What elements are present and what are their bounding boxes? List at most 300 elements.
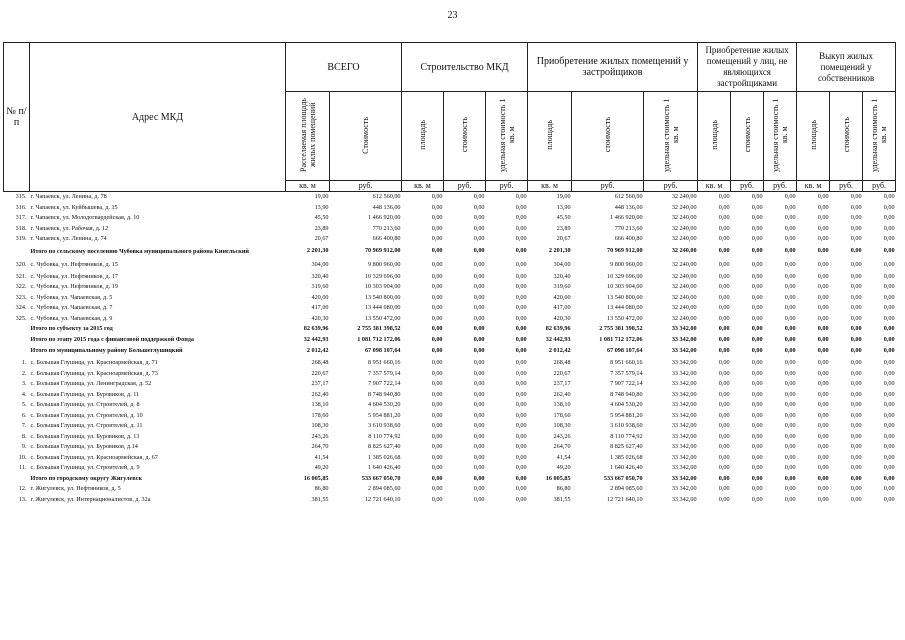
row-number xyxy=(4,245,30,259)
unit-rub: руб. xyxy=(764,181,797,192)
table-row xyxy=(4,453,896,464)
value-cell: 0,00 xyxy=(718,432,730,440)
value-cell: 0,00 xyxy=(718,214,730,221)
value-cell: 0,00 xyxy=(883,193,895,200)
value-cell: 0,00 xyxy=(718,314,730,322)
value-cell: 2 894 085,60 xyxy=(368,485,401,492)
row-number: 1. xyxy=(21,359,27,366)
value-cell: 0,00 xyxy=(883,293,895,301)
value-cell: 0,00 xyxy=(515,260,527,268)
value-cell: 0,00 xyxy=(431,422,443,429)
value-cell: 0,00 xyxy=(850,224,862,232)
group-buyout: Выкуп жилых помещений у собственников xyxy=(797,43,896,92)
unit-rub: руб. xyxy=(863,181,896,192)
value-cell: 0,00 xyxy=(515,359,527,366)
value-cell: 243,26 xyxy=(311,432,329,440)
address-cell: Итого по этапу 2015 года с финансовой поддержкой Фонда xyxy=(30,335,194,343)
value-cell: 220,67 xyxy=(311,369,329,377)
value-cell: 0,00 xyxy=(473,464,485,471)
value-cell: 262,40 xyxy=(311,390,329,398)
address-cell: г. Чапаевск, ул. Молодогвардейская, д. 10 xyxy=(30,214,140,221)
value-cell: 33 342,00 xyxy=(671,474,697,482)
value-cell: 0,00 xyxy=(850,347,862,355)
value-cell: 23,89 xyxy=(314,224,329,232)
row-number: 7. xyxy=(21,422,27,429)
value-cell: 13 444 080,00 xyxy=(364,304,401,311)
value-cell: 0,00 xyxy=(431,390,443,398)
value-cell: 0,00 xyxy=(718,347,730,355)
value-cell: 0,00 xyxy=(718,272,730,280)
address-cell: г. Жигулевск, ул. Нефтяников, д. 5 xyxy=(30,485,121,492)
value-cell: 0,00 xyxy=(784,401,796,408)
value-cell: 0,00 xyxy=(883,495,895,503)
value-cell: 420,00 xyxy=(553,293,571,301)
value-cell: 32 240,00 xyxy=(671,247,697,255)
value-cell: 0,00 xyxy=(515,224,527,232)
value-cell: 0,00 xyxy=(473,235,485,242)
value-cell: 0,00 xyxy=(817,203,829,211)
address-cell: г. Чапаевск, ул. Ленина, д. 78 xyxy=(30,193,107,200)
value-cell: 0,00 xyxy=(431,203,443,211)
value-cell: 33 342,00 xyxy=(671,453,697,461)
value-cell: 13 550 472,00 xyxy=(606,314,643,322)
value-cell: 0,00 xyxy=(883,359,895,366)
value-cell: 0,00 xyxy=(515,325,527,332)
value-cell: 0,00 xyxy=(784,369,796,377)
value-cell: 70 969 912,00 xyxy=(606,247,643,255)
value-cell: 0,00 xyxy=(817,260,829,268)
value-cell: 0,00 xyxy=(883,453,895,461)
value-cell: 0,00 xyxy=(883,224,895,232)
row-number xyxy=(4,324,30,335)
value-cell: 448 136,00 xyxy=(614,203,643,211)
row-number: 322. xyxy=(15,283,27,290)
value-cell: 0,00 xyxy=(784,390,796,398)
value-cell: 0,00 xyxy=(431,474,443,482)
value-cell: 8 748 940,80 xyxy=(368,390,401,398)
value-cell: 0,00 xyxy=(473,247,485,255)
value-cell: 23,89 xyxy=(556,224,571,232)
value-cell: 32 240,00 xyxy=(671,235,697,242)
value-cell: 0,00 xyxy=(850,214,862,221)
value-cell: 0,00 xyxy=(850,293,862,301)
value-cell: 13,90 xyxy=(556,203,571,211)
value-cell: 8 110 774,92 xyxy=(610,432,643,440)
value-cell: 0,00 xyxy=(751,347,763,355)
table-row xyxy=(4,203,896,214)
address-cell: с. Большая Глушица, ул. Буровиков, д.14 xyxy=(30,443,138,450)
value-cell: 0,00 xyxy=(515,390,527,398)
value-cell: 320,40 xyxy=(553,272,571,280)
row-number xyxy=(4,345,30,358)
col-unit-cost: удельная стоимость 1 кв. м xyxy=(764,92,797,181)
address-cell: Итого по сельскому поселению Чубовка муниципального района Кинельский xyxy=(30,247,249,255)
value-cell: 0,00 xyxy=(473,485,485,492)
address-cell: Итого по городскому округу Жигулевск xyxy=(30,474,143,482)
value-cell: 86,80 xyxy=(314,485,329,492)
value-cell: 0,00 xyxy=(883,272,895,280)
value-cell: 0,00 xyxy=(817,325,829,332)
value-cell: 67 098 107,64 xyxy=(606,347,643,355)
value-cell: 33 342,00 xyxy=(671,380,697,387)
value-cell: 32 240,00 xyxy=(671,283,697,290)
address-cell: с. Большая Глушица, ул. Красноармейская, д. 73 xyxy=(30,369,158,377)
value-cell: 262,40 xyxy=(553,390,571,398)
value-cell: 0,00 xyxy=(784,422,796,429)
value-cell: 49,20 xyxy=(556,464,571,471)
group-total: ВСЕГО xyxy=(286,43,402,92)
value-cell: 0,00 xyxy=(817,495,829,503)
value-cell: 0,00 xyxy=(784,464,796,471)
value-cell: 32 240,00 xyxy=(671,260,697,268)
value-cell: 268,48 xyxy=(311,359,329,366)
value-cell: 0,00 xyxy=(473,314,485,322)
value-cell: 0,00 xyxy=(473,304,485,311)
value-cell: 0,00 xyxy=(784,193,796,200)
value-cell: 0,00 xyxy=(817,235,829,242)
value-cell: 0,00 xyxy=(431,260,443,268)
value-cell: 0,00 xyxy=(515,235,527,242)
value-cell: 32 442,93 xyxy=(303,335,329,343)
value-cell: 0,00 xyxy=(431,335,443,343)
value-cell: 0,00 xyxy=(751,411,763,419)
summary-row xyxy=(4,335,896,346)
value-cell: 0,00 xyxy=(883,203,895,211)
value-cell: 3 610 938,60 xyxy=(368,422,401,429)
value-cell: 268,48 xyxy=(553,359,571,366)
table-row xyxy=(4,272,896,283)
value-cell: 304,00 xyxy=(553,260,571,268)
value-cell: 0,00 xyxy=(850,453,862,461)
value-cell: 0,00 xyxy=(515,369,527,377)
address-cell: с. Чубовка, ул. Чапаевская, д. 7 xyxy=(30,304,113,311)
row-number: 3. xyxy=(21,380,27,387)
value-cell: 0,00 xyxy=(515,380,527,387)
table-row xyxy=(4,303,896,314)
row-number: 13. xyxy=(18,495,27,503)
row-number: 4. xyxy=(21,390,27,398)
value-cell: 381,55 xyxy=(553,495,571,503)
value-cell: 13 540 800,00 xyxy=(606,293,643,301)
value-cell: 0,00 xyxy=(850,335,862,343)
value-cell: 0,00 xyxy=(515,203,527,211)
value-cell: 0,00 xyxy=(718,235,730,242)
address-cell: г. Чапаевск, ул. Рабочая, д. 12 xyxy=(30,224,109,232)
value-cell: 0,00 xyxy=(718,293,730,301)
value-cell: 0,00 xyxy=(784,485,796,492)
value-cell: 0,00 xyxy=(817,422,829,429)
value-cell: 10 329 696,00 xyxy=(606,272,643,280)
col-area: площадь xyxy=(402,92,444,181)
value-cell: 533 667 050,70 xyxy=(603,474,643,482)
table-row xyxy=(4,411,896,422)
value-cell: 0,00 xyxy=(883,485,895,492)
value-cell: 0,00 xyxy=(850,464,862,471)
value-cell: 0,00 xyxy=(751,260,763,268)
unit-sqm: кв. м xyxy=(698,181,731,192)
value-cell: 0,00 xyxy=(751,401,763,408)
value-cell: 304,00 xyxy=(311,260,329,268)
value-cell: 13 444 080,00 xyxy=(606,304,643,311)
value-cell: 1 640 426,40 xyxy=(368,464,401,471)
summary-row xyxy=(4,345,896,358)
unit-rub: руб. xyxy=(330,181,402,192)
value-cell: 19,00 xyxy=(556,193,571,200)
value-cell: 0,00 xyxy=(515,464,527,471)
value-cell: 0,00 xyxy=(515,293,527,301)
value-cell: 417,00 xyxy=(311,304,329,311)
value-cell: 32 240,00 xyxy=(671,203,697,211)
value-cell: 0,00 xyxy=(751,443,763,450)
value-cell: 67 098 107,64 xyxy=(364,347,401,355)
summary-row xyxy=(4,324,896,335)
value-cell: 0,00 xyxy=(817,272,829,280)
value-cell: 49,20 xyxy=(314,464,329,471)
value-cell: 0,00 xyxy=(515,485,527,492)
value-cell: 3 610 938,60 xyxy=(610,422,643,429)
value-cell: 4 604 530,20 xyxy=(368,401,401,408)
value-cell: 0,00 xyxy=(850,235,862,242)
col-unit-cost: удельная стоимость 1 кв. м xyxy=(644,92,698,181)
value-cell: 0,00 xyxy=(473,380,485,387)
col-cost: стоимость xyxy=(572,92,644,181)
value-cell: 0,00 xyxy=(751,314,763,322)
value-cell: 666 400,80 xyxy=(614,235,643,242)
value-cell: 0,00 xyxy=(850,272,862,280)
value-cell: 0,00 xyxy=(431,304,443,311)
value-cell: 9 800 960,00 xyxy=(610,260,643,268)
value-cell: 0,00 xyxy=(850,390,862,398)
value-cell: 12 721 640,10 xyxy=(364,495,401,503)
value-cell: 0,00 xyxy=(817,380,829,387)
value-cell: 0,00 xyxy=(718,224,730,232)
value-cell: 0,00 xyxy=(515,432,527,440)
value-cell: 0,00 xyxy=(817,432,829,440)
value-cell: 0,00 xyxy=(431,380,443,387)
value-cell: 1 385 026,68 xyxy=(368,453,401,461)
value-cell: 0,00 xyxy=(515,443,527,450)
unit-rub: руб. xyxy=(444,181,486,192)
value-cell: 33 342,00 xyxy=(671,325,697,332)
value-cell: 0,00 xyxy=(817,443,829,450)
value-cell: 0,00 xyxy=(751,247,763,255)
value-cell: 0,00 xyxy=(883,464,895,471)
value-cell: 533 667 050,70 xyxy=(361,474,401,482)
value-cell: 243,26 xyxy=(553,432,571,440)
address-cell: с. Большая Глушица, ул. Строителей, д. 11 xyxy=(30,422,143,429)
value-cell: 0,00 xyxy=(883,314,895,322)
value-cell: 381,55 xyxy=(311,495,329,503)
value-cell: 0,00 xyxy=(751,359,763,366)
value-cell: 0,00 xyxy=(784,325,796,332)
value-cell: 0,00 xyxy=(515,335,527,343)
table-row xyxy=(4,463,896,474)
value-cell: 8 951 660,16 xyxy=(368,359,401,366)
value-cell: 0,00 xyxy=(473,411,485,419)
value-cell: 0,00 xyxy=(883,325,895,332)
value-cell: 0,00 xyxy=(718,247,730,255)
table-row xyxy=(4,213,896,224)
value-cell: 2 894 085,60 xyxy=(610,485,643,492)
value-cell: 0,00 xyxy=(751,422,763,429)
value-cell: 0,00 xyxy=(850,411,862,419)
value-cell: 0,00 xyxy=(817,347,829,355)
col-cost: стоимость xyxy=(830,92,863,181)
address-cell: с. Большая Глушица, ул. Строителей, д. 10 xyxy=(30,411,143,419)
value-cell: 2 012,42 xyxy=(548,347,571,355)
value-cell: 0,00 xyxy=(850,474,862,482)
value-cell: 0,00 xyxy=(431,283,443,290)
value-cell: 0,00 xyxy=(751,193,763,200)
value-cell: 319,60 xyxy=(553,283,571,290)
value-cell: 220,67 xyxy=(553,369,571,377)
value-cell: 0,00 xyxy=(817,369,829,377)
row-number: 318. xyxy=(15,224,27,232)
value-cell: 0,00 xyxy=(431,235,443,242)
value-cell: 32 240,00 xyxy=(671,214,697,221)
value-cell: 108,30 xyxy=(553,422,571,429)
value-cell: 33 342,00 xyxy=(671,443,697,450)
value-cell: 32 240,00 xyxy=(671,272,697,280)
summary-row xyxy=(4,474,896,485)
value-cell: 0,00 xyxy=(751,283,763,290)
unit-rub: руб. xyxy=(486,181,528,192)
value-cell: 0,00 xyxy=(817,390,829,398)
unit-sqm: кв. м xyxy=(286,181,330,192)
value-cell: 0,00 xyxy=(751,369,763,377)
value-cell: 0,00 xyxy=(883,335,895,343)
unit-sqm: кв. м xyxy=(797,181,830,192)
value-cell: 0,00 xyxy=(817,335,829,343)
value-cell: 0,00 xyxy=(431,453,443,461)
value-cell: 0,00 xyxy=(817,464,829,471)
value-cell: 1 385 026,68 xyxy=(610,453,643,461)
value-cell: 0,00 xyxy=(718,304,730,311)
row-number: 10. xyxy=(18,453,27,461)
value-cell: 10 303 904,00 xyxy=(364,283,401,290)
value-cell: 0,00 xyxy=(850,380,862,387)
value-cell: 770 213,60 xyxy=(372,224,401,232)
value-cell: 0,00 xyxy=(515,495,527,503)
value-cell: 0,00 xyxy=(850,314,862,322)
value-cell: 612 560,00 xyxy=(614,193,643,200)
address-cell: с. Чубовка, ул. Чапаевская, д. 5 xyxy=(30,293,113,301)
housing-table xyxy=(3,42,896,505)
value-cell: 264,70 xyxy=(553,443,571,450)
value-cell: 0,00 xyxy=(751,203,763,211)
value-cell: 0,00 xyxy=(850,283,862,290)
value-cell: 0,00 xyxy=(431,247,443,255)
value-cell: 0,00 xyxy=(784,359,796,366)
value-cell: 1 081 712 172,06 xyxy=(357,335,401,343)
value-cell: 0,00 xyxy=(515,347,527,355)
value-cell: 178,60 xyxy=(553,411,571,419)
value-cell: 0,00 xyxy=(784,314,796,322)
value-cell: 0,00 xyxy=(515,193,527,200)
value-cell: 0,00 xyxy=(817,193,829,200)
row-number: 317. xyxy=(15,214,27,221)
value-cell: 82 639,96 xyxy=(545,325,571,332)
address-cell: г. Чапаевск, ул. Ленина, д. 74 xyxy=(30,235,107,242)
value-cell: 33 342,00 xyxy=(671,432,697,440)
value-cell: 0,00 xyxy=(473,325,485,332)
value-cell: 0,00 xyxy=(718,359,730,366)
value-cell: 0,00 xyxy=(850,203,862,211)
value-cell: 0,00 xyxy=(751,432,763,440)
value-cell: 0,00 xyxy=(473,272,485,280)
value-cell: 0,00 xyxy=(431,443,443,450)
value-cell: 0,00 xyxy=(817,224,829,232)
value-cell: 0,00 xyxy=(784,260,796,268)
row-number: 316. xyxy=(15,203,27,211)
value-cell: 0,00 xyxy=(883,474,895,482)
value-cell: 0,00 xyxy=(718,453,730,461)
value-cell: 0,00 xyxy=(817,214,829,221)
value-cell: 0,00 xyxy=(473,495,485,503)
value-cell: 16 005,85 xyxy=(303,474,329,482)
value-cell: 33 342,00 xyxy=(671,422,697,429)
value-cell: 0,00 xyxy=(473,443,485,450)
value-cell: 0,00 xyxy=(883,369,895,377)
value-cell: 32 240,00 xyxy=(671,293,697,301)
value-cell: 0,00 xyxy=(718,260,730,268)
value-cell: 33 342,00 xyxy=(671,495,697,503)
col-cost: стоимость xyxy=(731,92,764,181)
value-cell: 0,00 xyxy=(473,193,485,200)
value-cell: 0,00 xyxy=(883,247,895,255)
value-cell: 0,00 xyxy=(817,283,829,290)
address-cell: Итого по муниципальному району Большеглушицкий xyxy=(30,347,183,355)
value-cell: 0,00 xyxy=(784,453,796,461)
value-cell: 0,00 xyxy=(718,411,730,419)
value-cell: 33 342,00 xyxy=(671,411,697,419)
table-row xyxy=(4,432,896,443)
value-cell: 0,00 xyxy=(817,485,829,492)
value-cell: 0,00 xyxy=(883,304,895,311)
value-cell: 0,00 xyxy=(784,432,796,440)
col-area-total: Расселяемая площадь жилых помещений xyxy=(286,92,330,181)
value-cell: 0,00 xyxy=(718,335,730,343)
value-cell: 0,00 xyxy=(817,411,829,419)
value-cell: 8 825 627,40 xyxy=(368,443,401,450)
table-row xyxy=(4,442,896,453)
value-cell: 0,00 xyxy=(883,380,895,387)
value-cell: 0,00 xyxy=(515,272,527,280)
value-cell: 0,00 xyxy=(883,235,895,242)
value-cell: 0,00 xyxy=(817,359,829,366)
col-area: площадь xyxy=(797,92,830,181)
value-cell: 2 755 381 398,52 xyxy=(357,325,401,332)
value-cell: 8 825 627,40 xyxy=(610,443,643,450)
value-cell: 0,00 xyxy=(817,304,829,311)
address-cell: с. Большая Глушица, ул. Строителей, д. 8 xyxy=(30,401,140,408)
value-cell: 237,17 xyxy=(553,380,571,387)
value-cell: 13 550 472,00 xyxy=(364,314,401,322)
unit-rub: руб. xyxy=(731,181,764,192)
unit-sqm: кв. м xyxy=(528,181,572,192)
value-cell: 0,00 xyxy=(718,390,730,398)
value-cell: 0,00 xyxy=(431,411,443,419)
table-header xyxy=(4,43,896,192)
value-cell: 666 400,80 xyxy=(372,235,401,242)
value-cell: 0,00 xyxy=(751,235,763,242)
value-cell: 33 342,00 xyxy=(671,464,697,471)
value-cell: 7 357 579,14 xyxy=(610,369,643,377)
value-cell: 0,00 xyxy=(431,325,443,332)
row-number xyxy=(4,335,30,346)
address-cell: с. Большая Глушица, ул. Красноармейская, д. 71 xyxy=(30,359,158,366)
value-cell: 0,00 xyxy=(784,272,796,280)
